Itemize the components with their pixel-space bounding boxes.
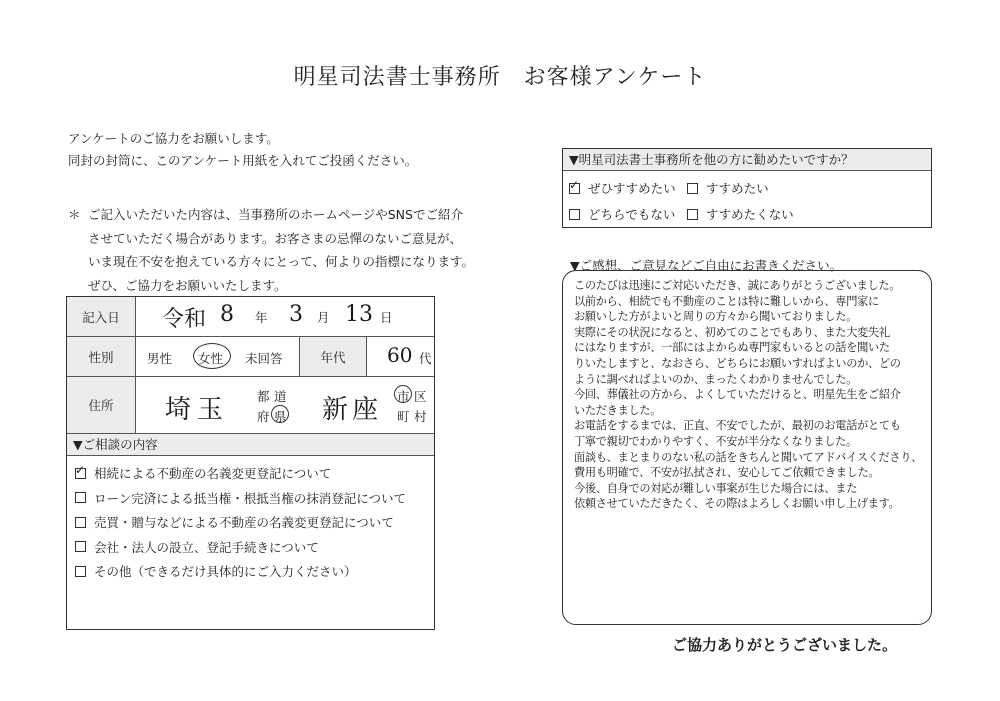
comment-line: ように調べればよいのか、まったくわかりませんでした。 [574, 372, 858, 386]
comment-line: お電話をするまでは、正直、不安でしたが、最初のお電話がとても [574, 419, 901, 433]
comment-line: いただきました。 [574, 403, 662, 417]
consult-option[interactable] [75, 535, 406, 560]
pref-unit-to: 都 [257, 389, 270, 404]
city-unit-shi: 市 [397, 389, 410, 404]
consult-option-label: 相続による不動産の名義変更登記について [94, 466, 332, 482]
address-row [67, 377, 434, 434]
notice-mark: ＊ [68, 207, 81, 222]
recommend-option[interactable] [569, 179, 676, 197]
consult-option[interactable] [75, 461, 406, 486]
recommend-heading: ▼明星司法書士事務所を他の方に勧めたいですか？ [563, 149, 931, 171]
survey-form [66, 296, 435, 630]
comments-text [574, 278, 926, 512]
checkbox-checked[interactable] [75, 468, 86, 479]
checkbox[interactable] [75, 566, 86, 577]
age-value: 60 [387, 343, 413, 367]
notice-line: いま現在不安を抱えている方々にとって、何よりの指標になります。 [88, 254, 475, 269]
comment-line: 今後、自身での対応が難しい事案が生じた場合には、また [574, 481, 858, 495]
comment-line: 今回、葬儀社の方から、よくしていただけると、明星先生をご紹介 [574, 388, 901, 402]
recommend-option-label: ぜひすすめたい [588, 181, 676, 196]
consult-option-label: ローン完済による抵当権・根抵当権の抹消登記について [94, 490, 407, 506]
comment-line: 以前から、相続でも不動産のことは特に難しいから、専門家に [574, 294, 879, 308]
consult-option[interactable] [75, 510, 406, 535]
address-label: 住所 [67, 377, 136, 433]
checkbox[interactable] [75, 541, 86, 552]
date-day: 13 [345, 302, 373, 327]
selected-circle [193, 343, 231, 369]
city-unit-ku: 区 [414, 389, 427, 404]
gender-option-none: 未回答 [245, 351, 283, 366]
gender-age-row [67, 337, 434, 377]
date-era: 令和 [162, 307, 207, 332]
intro-line: アンケートのご協力をお願いします。 [68, 131, 279, 146]
checkbox[interactable] [75, 492, 86, 503]
date-row [67, 297, 434, 337]
page-title: 明星司法書士事務所 お客様アンケート [293, 65, 707, 90]
date-month: 3 [289, 302, 303, 327]
gender-label: 性別 [67, 337, 136, 376]
gender-option-male: 男性 [147, 351, 173, 366]
notice-line: ぜひ、ご協力をお願いいたします。 [88, 277, 287, 293]
comment-line: このたびは迅速にご対応いただき、誠にありがとうございました。 [574, 279, 901, 292]
consult-option-label: 会社・法人の設立、登記手続きについて [94, 539, 319, 555]
thanks-message: ご協力ありがとうございました。 [672, 636, 898, 654]
comment-line: 丁寧で親切でわかりやすく、不安が半分なくなりました。 [574, 434, 857, 448]
comment-line: りいたしますと、なおさら、どちらにお願いすればよいのか、どの [574, 356, 901, 370]
notice-line: させていただく場合があります。お客さまの忌憚のないご意見が、 [88, 230, 463, 246]
prefecture-value: 埼玉 [165, 395, 230, 425]
month-unit: 月 [317, 310, 330, 325]
recommend-option-label: すすめたくない [706, 207, 794, 222]
consult-option[interactable] [75, 559, 406, 584]
notice-line: ご記入いただいた内容は、当事務所のホームページやSNSでご紹介 [88, 207, 463, 222]
comment-line: 面談も、まとまりのない私の話をきちんと聞いてアドバイスくださり、 [574, 450, 923, 464]
checkbox[interactable] [687, 209, 698, 220]
age-label: 年代 [299, 337, 367, 376]
intro-line: 同封の封筒に、このアンケート用紙を入れてご投函ください。 [68, 153, 418, 168]
day-unit: 日 [380, 310, 393, 325]
date-year: 8 [220, 302, 234, 327]
recommend-option[interactable] [687, 205, 794, 223]
comment-line: にはなりますが、一部にはよからぬ専門家もいるとの話を聞いた [574, 341, 890, 355]
pref-unit-do: 道 [274, 389, 287, 404]
recommend-box [562, 148, 932, 228]
date-label: 記入日 [67, 297, 136, 336]
checkbox[interactable] [687, 183, 698, 194]
consult-option[interactable] [75, 486, 406, 511]
selected-circle [394, 385, 412, 403]
recommend-option-label: どちらでもない [588, 207, 676, 222]
recommend-option[interactable] [687, 179, 769, 197]
notice-text [68, 203, 474, 297]
consult-heading: ▼ご相談の内容 [67, 434, 434, 456]
age-unit: 代 [419, 351, 432, 366]
checkbox[interactable] [75, 517, 86, 528]
recommend-option-label: すすめたい [706, 181, 769, 196]
year-unit: 年 [255, 310, 268, 325]
intro-text [68, 128, 417, 172]
selected-circle [271, 405, 289, 423]
city-value: 新座 [322, 395, 383, 425]
comment-line: 費用も明確で、不安が払拭され、安心してご依頼できました。 [574, 466, 880, 480]
checkbox[interactable] [569, 209, 580, 220]
city-unit-mura: 村 [414, 409, 427, 424]
pref-unit-fu: 府 [257, 409, 270, 424]
comment-line: 実際にその状況になると、初めてのことでもあり、また大変失礼 [574, 325, 890, 339]
consult-options [75, 461, 406, 584]
consult-option-label: その他（できるだけ具体的にご入力ください） [94, 564, 357, 580]
pref-unit-ken: 県 [274, 409, 287, 424]
city-unit-machi: 町 [397, 409, 410, 424]
consult-option-label: 売買・贈与などによる不動産の名義変更登記について [94, 515, 394, 531]
gender-option-female: 女性 [198, 351, 224, 366]
comments-heading: ▼ご感想、ご意見などご自由にお書きください。 [570, 258, 843, 273]
comment-line: 依頼させていただきたく、その際はよろしくお願い申し上げます。 [574, 497, 900, 511]
checkbox-checked[interactable] [569, 183, 580, 194]
comment-line: お願いした方がよいと周りの方々から聞いておりました。 [574, 310, 858, 324]
recommend-option[interactable] [569, 205, 675, 223]
